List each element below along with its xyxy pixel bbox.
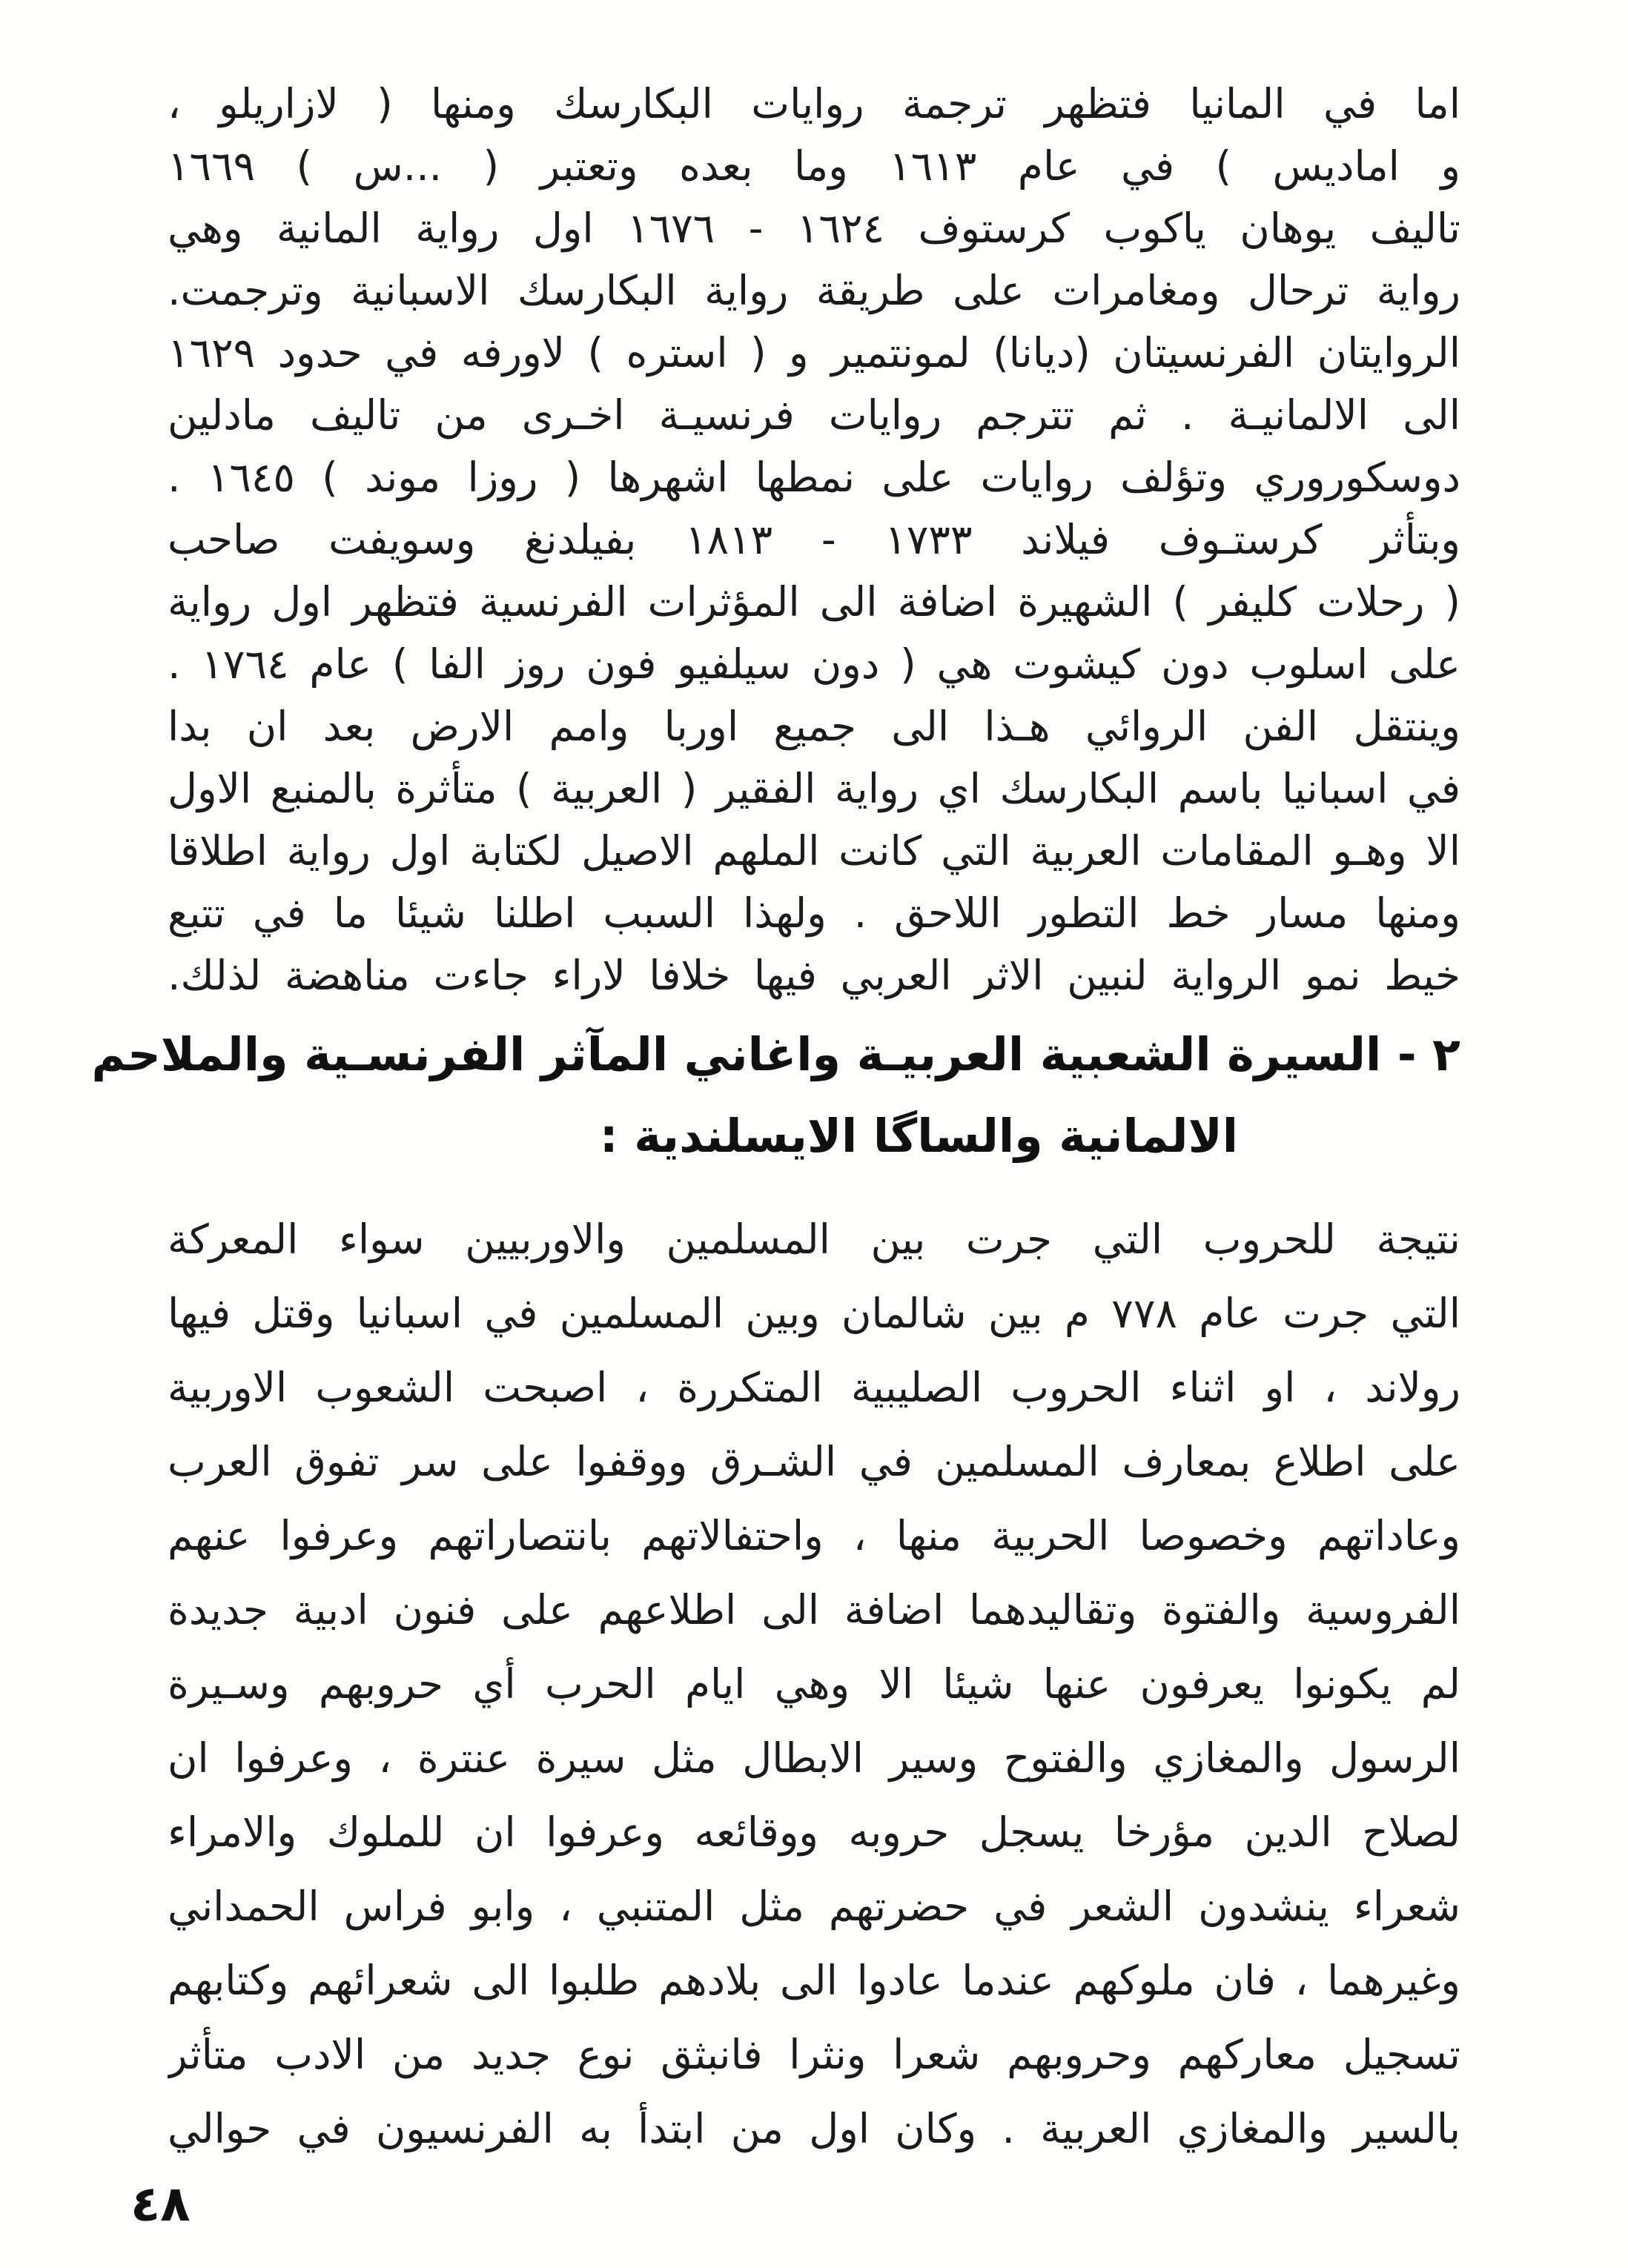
- section-heading-line-1: ٢ - السيرة الشعبية العربيـة واغاني المآثر الفرنسـية والملاحم: [91, 1027, 1460, 1081]
- paragraph-crusades-influence: [168, 1202, 1460, 2166]
- text-line: وعاداتهم وخصوصا الحربية منها ، واحتفالاتهم بانتصاراتهم وعرفوا عنهم: [168, 1512, 1460, 1559]
- text-line: على اسلوب دون كيشوت هي ( دون سيلفيو فون روز الفا ) عام ١٧٦٤ .: [168, 640, 1460, 688]
- text-line: نتيجة للحروب التي جرت بين المسلمين والاوربيين سواء المعركة: [168, 1216, 1460, 1263]
- text-line: ( رحلات كليفر ) الشهيرة اضافة الى المؤثرات الفرنسية فتظهر اول رواية: [168, 578, 1460, 626]
- text-line: الا وهـو المقامات العربية التي كانت الملهم الاصيل لكتابة اول رواية اطلاقا: [168, 827, 1460, 875]
- text-line: لصلاح الدين مؤرخا يسجل حروبه ووقائعه وعرفوا ان للملوك والامراء: [168, 1808, 1460, 1856]
- text-line: اما في المانيا فتظهر ترجمة روايات البكارسك ومنها ( لازاريلو ،: [168, 80, 1460, 127]
- text-line: رولاند ، او اثناء الحروب الصليبية المتكررة ، اصبحت الشعوب الاوربية: [168, 1364, 1460, 1411]
- section-heading-line-2: الالمانية والساگا الايسلندية :: [599, 1109, 1238, 1163]
- paragraph-picaresque-germany: [168, 73, 1460, 1007]
- text-line: شعراء ينشدون الشعر في حضرتهم مثل المتنبي ، وابو فراس الحمداني: [168, 1883, 1460, 1930]
- text-line: دوسكوروري وتؤلف روايات على نمطها اشهرها ( روزا موند ) ١٦٤٥ .: [168, 454, 1460, 501]
- text-line: على اطلاع بمعارف المسلمين في الشـرق ووقفوا على سر تفوق العرب: [168, 1438, 1460, 1485]
- text-line: لم يكونوا يعرفون عنها شيئا الا وهي ايام الحرب أي حروبهم وسـيرة: [168, 1660, 1460, 1708]
- text-line: الرسول والمغازي والفتوح وسير الابطال مثل سيرة عنترة ، وعرفوا ان: [168, 1734, 1460, 1782]
- section-heading: [91, 1014, 1460, 1177]
- text-line: خيط نمو الرواية لنبين الاثر العربي فيها خلافا لاراء جاءت مناهضة لذلك.: [168, 952, 1460, 999]
- text-line: في اسبانيا باسم البكارسك اي رواية الفقير ( العربية ) متأثرة بالمنبع الاول: [168, 765, 1460, 812]
- text-line: تاليف يوهان ياكوب كرستوف ١٦٢٤ - ١٦٧٦ اول رواية المانية وهي: [168, 205, 1460, 252]
- text-line: الى الالمانيـة . ثم تترجم روايات فرنسيـة اخـرى من تاليف مادلين: [168, 391, 1460, 439]
- text-line: وغيرهما ، فان ملوكهم عندما عادوا الى بلادهم طلبوا الى شعرائهم وكتابهم: [168, 1957, 1460, 2004]
- text-line: وبتأثر كرستـوف فيلاند ١٧٣٣ - ١٨١٣ بفيلدنغ وسويفت صاحب: [168, 516, 1460, 563]
- text-line: الفروسية والفتوة وتقاليدهما اضافة الى اطلاعهم على فنون ادبية جديدة: [168, 1586, 1460, 1634]
- page-number: ٤٨: [130, 2175, 191, 2232]
- text-line: التي جرت عام ٧٧٨ م بين شالمان وبين المسلمين في اسبانيا وقتل فيها: [168, 1290, 1460, 1337]
- text-line: تسجيل معاركهم وحروبهم شعرا ونثرا فانبثق نوع جديد من الادب متأثر: [168, 2031, 1460, 2078]
- text-line: و امادیس ) في عام ١٦١٣ وما بعده وتعتبر ( ...س ) ١٦٦٩: [168, 142, 1460, 190]
- text-line: وينتقل الفن الروائي هـذا الى جميع اوربا وامم الارض بعد ان بدا: [168, 703, 1460, 750]
- text-line: بالسير والمغازي العربية . وكان اول من ابتدأ به الفرنسيون في حوالي: [168, 2105, 1460, 2152]
- text-line: الروايتان الفرنسيتان (ديانا) لمونتمير و ( استره ) لاورفه في حدود ١٦٢٩: [168, 329, 1460, 377]
- text-line: رواية ترحال ومغامرات على طريقة رواية البكارسك الاسبانية وترجمت.: [168, 267, 1460, 314]
- text-line: ومنها مسار خط التطور اللاحق . ولهذا السبب اطلنا شيئا ما في تتبع: [168, 889, 1460, 937]
